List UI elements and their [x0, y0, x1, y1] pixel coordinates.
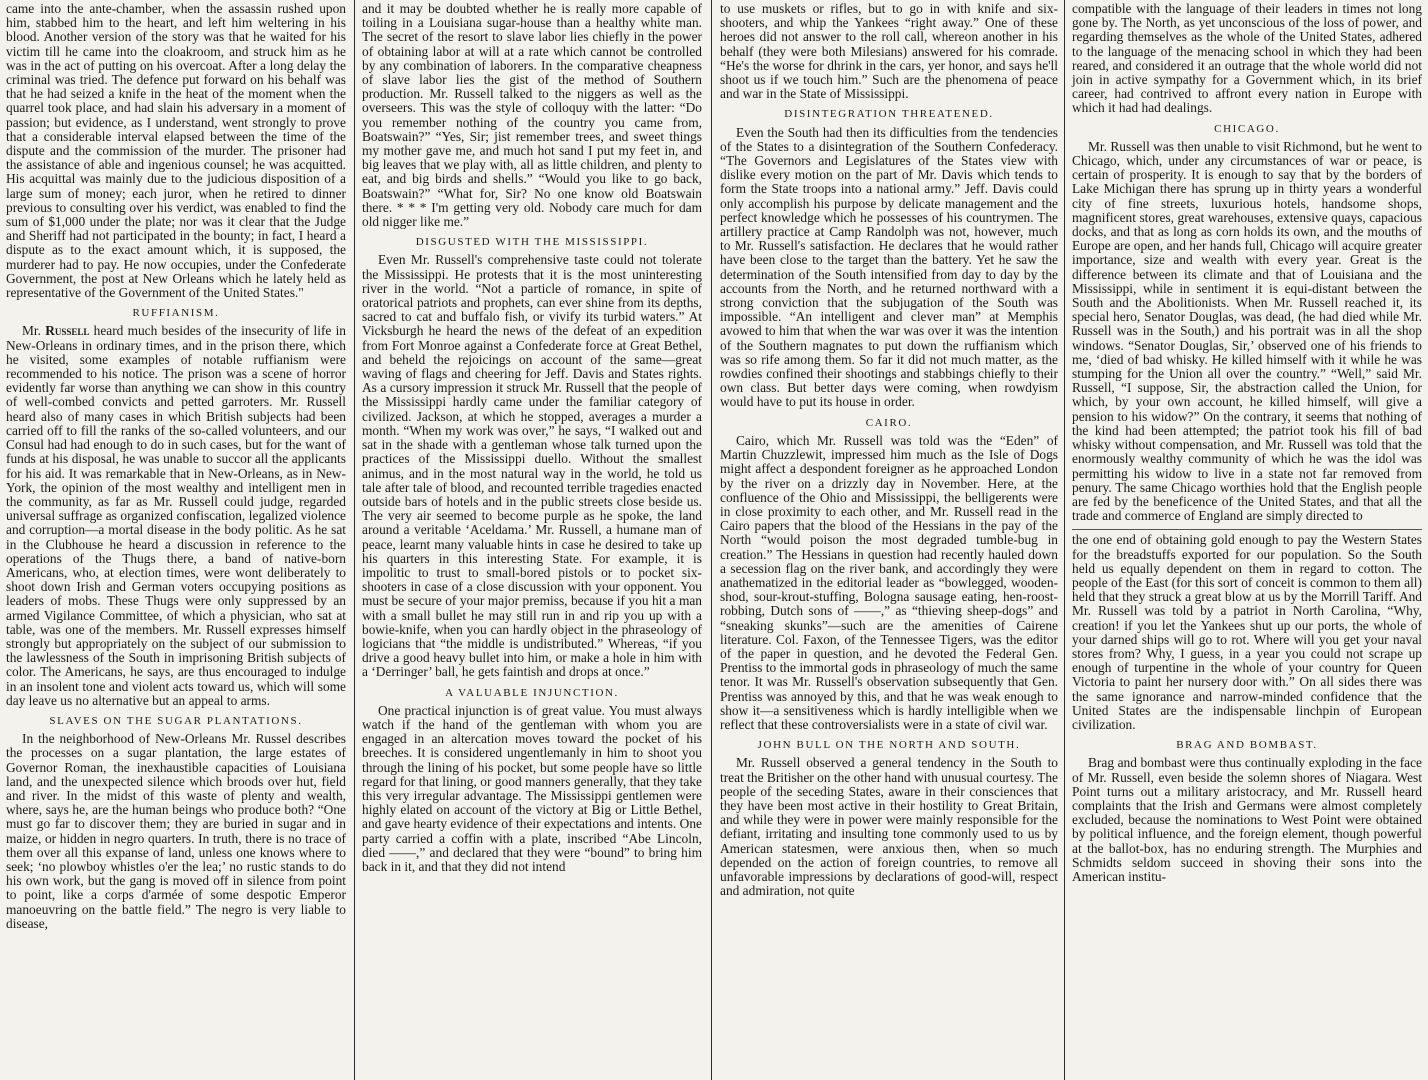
column-3 — [714, 0, 1064, 1080]
paragraph-text: heard much besides of the insecurity of life in New-Orleans in ordinary times, and in the prison there, which he visited, some examples of notable ruffianism were recommended to his notice. The prison was a scene of horror evidently far worse than anything we can show in this country of well-combed convicts and petted garroters. Mr. Russell heard also of many cases in which British subjects had been carried off to fill the ranks of the so-called volunteers, and our Consul had had enough to do in such cases, but for the want of funds at his disposal, he was unable to succor all the applicants for his aid. It was remarkable that in New-Orleans, as in New-York, the opinion of the most wealthy and intelligent men in the community, as far as Mr. Russell could judge, regarded universal suffrage as organized confiscation, legalized violence and corruption—a mortal disease in the body politic. As he sat in the Clubhouse he heard a discussion in reference to the operations of the Thugs there, a band of native-born Americans, who, at election times, were wont deliberately to shoot down Irish and German voters occupying positions as leaders of mobs. These Thugs were only suppressed by an armed Vigilance Committee, of which a physician, who sat at table, was one of the members. Mr. Russell expresses himself strongly but appropriately on the subject of our submission to the lawlessness of the South in imprisoning British subjects of color. The Americans, he says, are thus encouraged to indulge in an insolent tone and violent acts toward us, which will some day leave us no alternative but an appeal to arms. — [6, 323, 346, 708]
column-rule — [354, 0, 355, 1080]
pasted-clipping — [1072, 529, 1422, 732]
column-2 — [356, 0, 708, 1080]
section-heading: BRAG AND BOMBAST. — [1176, 739, 1318, 752]
section-heading: CAIRO. — [865, 416, 913, 429]
paragraph — [6, 324, 346, 707]
section-heading: CHICAGO. — [1214, 122, 1280, 135]
paragraph: Mr. Russell observed a general tendency in the South to treat the Britisher on the other hand with unusual courtesy. The people of the seceding States, aware in their consciences that they have been most active in their hostility to Great Britain, and while they were in power were mainly responsible for the defiant, irritating and insulting tone commonly used to us by American statesmen, were anxious then, when so much depended on the action of foreign countries, to remove all unfavorable impressions by declarations of good-will, respect and admiration, not quite — [720, 755, 1058, 899]
section-heading: JOHN BULL ON THE NORTH AND SOUTH. — [757, 739, 1021, 752]
name-smallcaps: Russell — [45, 323, 90, 339]
column-1 — [0, 0, 352, 1080]
paragraph: One practical injunction is of great value. You must always watch if the hand of the gentleman with whom you are engaged in an altercation moves toward the pocket of his breeches. It is considered ungentlemanly in him to shoot you through the lining of his pocket, but some people have so little regard for that lining, or good manners generally, that they take this very irregular advantage. The Mississippi gentlemen were highly elated on account of the victory at Big or Little Bethel, and gave hearty evidence of their expectations and intents. One party carried a coffin with a plate, inscribed “Abe Lincoln, died ——,” and declared that they were “bound” to bring him back in it, and that they did not intend — [362, 702, 702, 874]
paragraph: came into the ante-chamber, when the assassin rushed upon him, stabbed him to the heart, and left him weltering in his blood. Another version of the story was that he waited for his victim till he came into the cloakroom, and struck him as he was in the act of putting on his overcoat. After a long delay the criminal was tried. The defence put forward on his behalf was that he had seized a knife in the heat of the moment when the quarrel took place, and had slain his adversary in a moment of passion; but evidence, as I understand, went strongly to prove that a considerable interval elapsed between the time of the dispute and the commission of the murder. The prisoner had the assistance of able and ingenious counsel; he was acquitted. His acquittal was mainly due to the judicious disposition of a large sum of money; each juror, when he retired to dinner previous to consulting over his verdict, was enabled to find the sum of $1,000 under the plate; nor was it clear that the Judge and Sheriff had not participated in the bounty; in fact, I heard a dispute as to the exact amount which, it is supposed, the murderer had to pay. He now occupies, under the Confederate Government, the post at New Orleans which he lately held as representative of the Government of the United States." — [6, 1, 346, 301]
section-heading: SLAVES ON THE SUGAR PLANTATIONS. — [49, 714, 303, 727]
paragraph: and it may be doubted whether he is really more capable of toiling in a Louisiana sugar-house than a healthy white man. The secret of the resort to slave labor lies chiefly in the power of obtaining labor at will at a rate which cannot be controlled by any combination of laborers. In the comparative cheapness of slave labor lies the gist of the method of Southern production. Mr. Russell talked to the niggers as well as the overseers. This was the style of colloquy with the latter: “Do you remember nothing of the country you came from, Boatswain?” “Yes, Sir; jist remember trees, and sweet things my mother gave me, and much hot sand I put my feet in, and big leaves that we play with, all as little children, and plenty to eat, and big birds and shells.” “Would you like to go back, Boatswain?” “What for, Sir? No one know old Boatswain there. * * * I'm getting very old. Nobody care much for dam old nigger like me.” — [362, 1, 702, 230]
paragraph: Brag and bombast were thus continually exploding in the face of Mr. Russell, even beside the solemn shores of Niagara. West Point turns out a military aristocracy, and Mr. Russell heard complaints that the Irish and Germans were almost completely excluded, because the nominations to West Point were obtained by political influence, and the foreign element, though powerful at the ballot-box, has no enduring strength. The Murphies and Schmidts seldom succeed in shoving their sons into the American institu- — [1072, 755, 1422, 884]
section-heading: DISGUSTED WITH THE MISSISSIPPI. — [415, 236, 649, 249]
paragraph: Even the South had then its difficulties from the tendencies of the States to a disintegration of the Southern Confederacy. “The Governors and Legislatures of the States view with dislike every motion on the part of Mr. Davis which tends to form the State troops into a national army.” Jeff. Davis could only accomplish his purpose by delicate management and the perfect knowledge which he possesses of his countrymen. The artillery practice at Camp Randolph was not, however, much to Mr. Russell's satisfaction. He declares that he would rather have been close to the target than the battery. Yet he saw the determination of the South intensified from day to day by the accounts from the North, and he returned northward with a strong conviction that the subjugation of the South was impossible. “An intelligent and clever man” at Memphis avowed to him that when the war was over it was the intention of the Southern magnates to put down the ruffianism which was so rife among them. So far it did not much matter, as the rowdies confined their shootings and stabbings chiefly to their own class. But better days were coming, when rowdyism would have to put its house in order. — [720, 124, 1058, 410]
section-heading: RUFFIANISM. — [132, 307, 220, 320]
paragraph: Even Mr. Russell's comprehensive taste could not tolerate the Mississippi. He protests that it is the most uninteresting river in the world. “Not a particle of romance, in spite of oratorical patriots and prophets, can ever shine from its depths, sacred to cat and buffalo fish, or vivify its turbid waters.” At Vicksburgh he heard the news of the defeat of an expedition from Fort Monroe against a Confederate force at Great Bethel, and beheld the rejoicings on account of the same—great waving of flags and cheering for Jeff. Davis and States rights. As a cursory impression it struck Mr. Russell that the people of the Mississippi hardly came under the familiar category of civilized. Jackson, at which he stopped, averages a murder a month. “When my work was over,” he says, “I walked out and sat in the shade with a gentleman whose talk turned upon the practices of the Mississippi duello. Without the smallest animus, and in the most natural way in the world, he told us tale after tale of blood, and recounted terrible tragedies enacted outside bars of hotels and in the public streets close beside us. The very air seemed to become purple as he spoke, the land around a veritable ‘Aceldama.’ Mr. Russell, a humane man of peace, learnt many valuable hints in case he desired to take up his quarters in this interesting State. For example, it is impolitic to trust to small-bored pistols or to pocket six-shooters in case of a close discussion with your opponent. You must be secure of your major premiss, because if you hit a man with a small bullet he may still run in and rip you up with a bowie-knife, when you can hardly object in the phraseology of logicians that “the middle is undistributed.” Whereas, “if you drive a good heavy bullet into him, or make a hole in him with a ‘Derringer’ ball, he gets faintish and drops at once.” — [362, 252, 702, 680]
paragraph: In the neighborhood of New-Orleans Mr. Russel describes the processes on a sugar plantation, the large estates of Governor Roman, the inexhaustible capacities of Louisiana land, and the unexpected silence which broods over hut, field and river. In the midst of this waste of plenty and wealth, where, says he, are the human beings who produce both? “One must go far to discover them; they are buried in sugar and in maize, or hidden in negro quarters. In truth, there is no trace of them over all this expanse of land, unless one knows where to seek; ‘no plowboy whistles o'er the lea;’ no rustic stands to do his own work, but the gang is moved off in silence from point to point, like a corps d'armée of some despotic Emperor manoeuvring on the battle field.” The negro is very liable to disease, — [6, 731, 346, 931]
paragraph-text: Mr. — [22, 323, 46, 339]
column-4 — [1066, 0, 1428, 1080]
column-rule — [1064, 0, 1065, 1080]
section-heading: DISINTEGRATION THREATENED. — [784, 108, 994, 121]
paragraph: to use muskets or rifles, but to go in with knife and six-shooters, and whip the Yankees “right away.” One of these heroes did not answer to the roll call, whereon another in his behalf (they were both Milesians) answered for his comrade. “He's the worse for dhrink in the cars, yer honor, and says he'll shoot us if we touch him.” Such are the phenomena of peace and war in the State of Mississippi. — [720, 1, 1058, 102]
paragraph: Mr. Russell was then unable to visit Richmond, but he went to Chicago, which, under any circumstances of war or peace, is certain of prosperity. It is enough to say that by the borders of Lake Michigan there has sprung up in thirty years a wonderful city of fine streets, luxurious hotels, handsome shops, magnificent stores, great warehouses, extensive quays, capacious docks, and that as long as corn holds its own, and the mouths of Europe are open, and her hands full, Chicago will acquire greater importance, size and wealth with every year. Great is the difference between its climate and that of Louisiana and the Mississippi, while in sentiment it is equi-distant between the South and the Abolitionists. When Mr. Russell reached it, its special hero, Senator Douglas, was dead, (he had died while Mr. Russell was in the South,) and his portrait was in all the shop windows. “Senator Douglas, Sir,’ observed one of his friends to me, ‘died of bad whisky. He killed himself with it while he was stumping for the Union all over the country.” “Well,” said Mr. Russell, “I suppose, Sir, the abstraction called the Union, for which, by your own account, he killed himself, will give a pension to his widow?” On the contrary, it seems that nothing of the kind had been attempted; the patriot took his fill of bad whisky without compensation, and Mr. Russell was told that the enormously wealthy community of which he was the idol was permitting his widow to live in a state not far removed from penury. The same Chicago worthies hold that the English people are fed by the beneficence of the United States, and that all the trade and commerce of England are simply directed to — [1072, 138, 1422, 524]
paragraph: Cairo, which Mr. Russell was told was the “Eden” of Martin Chuzzlewit, impressed him much as the Isle of Dogs might affect a despondent foreigner as he approached London by the river on a drizzly day in November. Here, at the confluence of the Ohio and Mississippi, the belligerents were in close proximity to each other, and Mr. Russell read in the Cairo papers that the blood of the Hessians in the pay of the North “would poison the most degraded tumble-bug in creation.” The Hessians in question had recently hauled down a secession flag on the river bank, and accordingly they were anathematized in the editorial leader as “bowlegged, wooden-shod, sour-krout-stuffing, Bologna sausage eating, hen-roost-robbing, Dutch sons of ——,” as “thieving sheep-dogs” and “sneaking skunks”—such are the amenities of Cairene literature. Col. Faxon, of the Tennessee Tigers, was the editor of the paper in question, and he devoted the Federal Gen. Prentiss to the immortal gods in phraseology of much the same tenor. It was Mr. Russell's observation subsequently that Gen. Prentiss was annoyed by this, and that he was weak enough to show it—a sensitiveness which is hardly intelligible when we reflect that these controversialists were in a state of civil war. — [720, 432, 1058, 732]
paragraph: the one end of obtaining gold enough to pay the Western States for the breadstuffs exported for our population. So the South held us equally dependent on them in regard to cotton. The people of the East (for this sort of conceit is common to them all) held that they struck a great blow at us by the Morrill Tariff. And Mr. Russell was told by a patriot in North Carolina, “Why, creation! if you let the Yankees shut up our ports, the whole of your darned ships will go to rot. Where will you get your naval stores from? Why, I guess, in a year you could not scrape up enough of turpentine in the whole of your country for Queen Victoria to paint her nursery door with.” On all sides there was the same ignorance and narrow-minded confidence that the United States are the indispensable linchpin of European civilization. — [1072, 532, 1422, 732]
section-heading: A VALUABLE INJUNCTION. — [445, 686, 619, 699]
column-rule — [711, 0, 712, 1080]
paragraph: compatible with the language of their leaders in times not long gone by. The North, as yet unconscious of the loss of power, and regarding themselves as the whole of the United States, adhered to the language of the menacing school in which they had been reared, and considered it an outrage that the whole world did not join in active sympathy for a Government which, in its brief career, had contrived to affront every nation in Europe with which it had had dealings. — [1072, 1, 1422, 116]
